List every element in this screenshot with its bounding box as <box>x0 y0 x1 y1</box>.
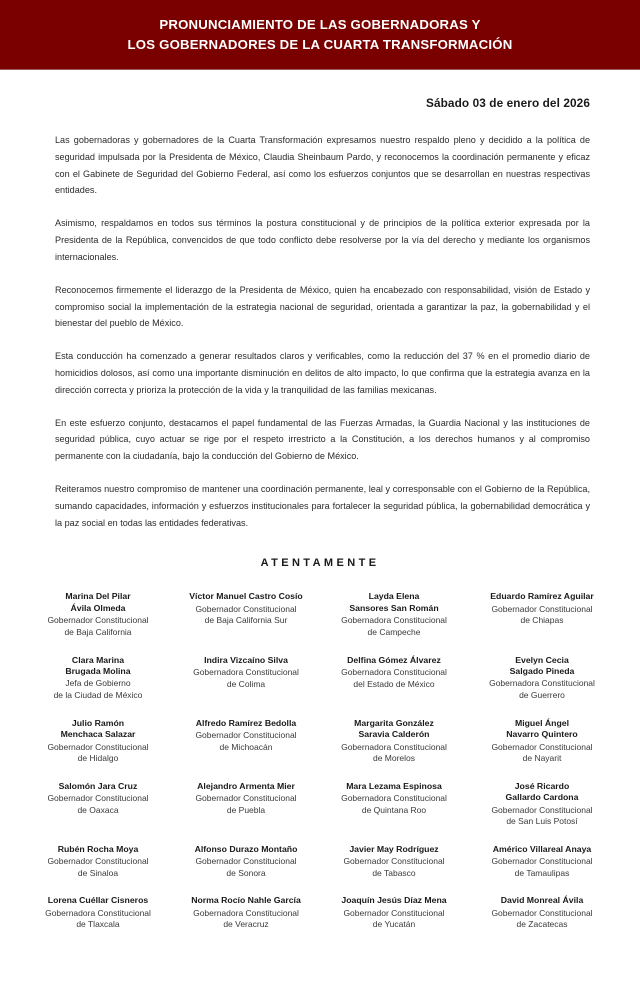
signatory-cell <box>322 844 466 880</box>
signatory-name: Marina Del Pilar Ávila Olmeda <box>65 591 131 613</box>
body-paragraph: Reiteramos nuestro compromiso de mantener una coordinación permanente, leal y corresponsable con el Gobierno de la República, sumando capacidades, información y esfuerzos institucionales para fortalecer la seguridad pública, la gobernabilidad democrática y la paz social en todas las entidades federativas. <box>55 484 590 528</box>
signatory-role: Gobernador Constitucional de Baja California Sur <box>195 603 297 626</box>
signatory-cell <box>26 591 170 638</box>
signatory-cell <box>26 844 170 880</box>
signatory-role: Gobernadora Constitucional de Veracruz <box>193 907 299 930</box>
signatory-cell <box>174 895 318 931</box>
page-title-line-2: LOS GOBERNADORES DE LA CUARTA TRANSFORMACIÓN <box>127 36 513 52</box>
body-paragraph: En este esfuerzo conjunto, destacamos el papel fundamental de las Fuerzas Armadas, la Guardia Nacional y las instituciones de seguridad pública, cuyo actuar se rige por el respeto irrestricto a la Constitución, a los derechos humanos y al compromiso permanente con la ciudadanía, bajo la conducción del Gobierno de México. <box>55 417 590 462</box>
document-date: Sábado 03 de enero del 2026 <box>426 96 590 110</box>
signatory-cell <box>174 718 318 765</box>
page-title <box>128 15 513 53</box>
signatory-name: Salomón Jara Cruz <box>58 780 138 791</box>
document-body <box>55 132 590 531</box>
signatory-cell <box>322 591 466 638</box>
body-paragraph: Reconocemos firmemente el liderazgo de la Presidenta de México, quien ha encabezado con responsabilidad, visión de Estado y compromiso social la implementación de la estrategia nacional de seguridad, orientada a garantizar la paz, la gobernabilidad y el bienestar del pueblo de México. <box>55 284 590 329</box>
signatory-cell <box>470 591 614 638</box>
signatory-role: Gobernadora Constitucional de Colima <box>193 666 299 689</box>
signatory-name: Américo Villareal Anaya <box>492 843 592 854</box>
signatory-role: Gobernador Constitucional de Sonora <box>195 856 297 878</box>
body-paragraph: Esta conducción ha comenzado a generar resultados claros y verificables, como la reducción del 37 % en el promedio diario de homicidios dolosos, así como una importante disminución en delitos de alto impacto, lo que confirma que la estrategia avanza en la dirección correcta y prioriza la protección de la vida y la tranquilidad de las familias mexicanas. <box>55 351 590 395</box>
signatory-cell <box>470 844 614 880</box>
signatory-name: Rubén Rocha Moya <box>57 843 139 854</box>
signatory-name: Layda Elena Sansores San Román <box>349 591 439 613</box>
signatory-name: Julio Ramón Menchaca Salazar <box>60 717 136 740</box>
signatory-cell <box>470 895 614 931</box>
signatory-role: Gobernador Constitucional de Chiapas <box>491 603 593 626</box>
signatory-role: Gobernador Constitucional de Yucatán <box>343 907 445 930</box>
signatory-name: Joaquín Jesús Díaz Mena <box>341 895 447 906</box>
signatories-grid <box>26 591 614 930</box>
signatory-cell <box>26 655 170 702</box>
signatory-cell <box>322 781 466 828</box>
signatory-name: Margarita González Saravia Calderón <box>354 717 434 740</box>
signatory-role: Gobernador Constitucional de Tabasco <box>343 856 445 878</box>
signatory-cell <box>322 655 466 702</box>
signatory-cell <box>174 655 318 702</box>
signatory-role: Gobernador Constitucional de Michoacán <box>195 730 297 752</box>
signatory-role: Gobernador Constitucional de Nayarit <box>491 741 593 764</box>
signatory-cell <box>174 844 318 880</box>
signatory-name: Mara Lezama Espinosa <box>346 780 442 791</box>
signatory-name: José Ricardo Gallardo Cardona <box>505 780 579 803</box>
page-title-line-1: PRONUNCIAMIENTO DE LAS GOBERNADORAS Y <box>159 17 481 33</box>
signatory-name: Alejandro Armenta Mier <box>197 780 295 791</box>
signatory-name: Norma Rocío Nahle García <box>191 895 301 906</box>
signatory-name: Lorena Cuéllar Cisneros <box>47 895 149 906</box>
signatory-name: Clara Marina Brugada Molina <box>65 654 131 676</box>
signatory-cell <box>470 655 614 702</box>
signatory-role: Gobernador Constitucional de Oaxaca <box>47 793 149 815</box>
signatory-role: Gobernadora Constitucional del Estado de México <box>341 666 447 689</box>
signatory-cell <box>26 718 170 765</box>
body-paragraph: Las gobernadoras y gobernadores de la Cuarta Transformación expresamos nuestro respaldo pleno y decidido a la política de seguridad impulsada por la Presidenta de México, Claudia Sheinbaum Pardo, y reconocemos la coordinación permanente y eficaz con el Gabinete de Seguridad del Gobierno Federal, así como los esfuerzos conjuntos que se desarrollan en nuestras respectivas entidades. <box>55 135 590 196</box>
signatory-role: Gobernador Constitucional de Hidalgo <box>47 741 149 764</box>
signatory-role: Gobernador Constitucional de Baja California <box>47 615 149 637</box>
signatory-cell <box>470 718 614 765</box>
signatory-role: Jefa de Gobierno de la Ciudad de México <box>53 678 143 701</box>
closing-salutation: ATENTAMENTE <box>260 557 380 570</box>
signatory-cell <box>322 895 466 931</box>
signatory-name: Delfina Gómez Álvarez <box>347 654 441 665</box>
signatory-name: Miguel Ángel Navarro Quintero <box>506 717 578 740</box>
signatory-role: Gobernador Constitucional de Tamaulipas <box>491 856 593 878</box>
signatory-name: David Monreal Ávila <box>500 895 584 906</box>
signatory-name: Javier May Rodríguez <box>349 843 439 854</box>
signatory-role: Gobernadora Constitucional de Guerrero <box>489 678 595 701</box>
signatory-role: Gobernadora Constitucional de Quintana Roo <box>341 793 447 815</box>
signatory-name: Alfredo Ramírez Bedolla <box>195 717 297 728</box>
signatory-name: Alfonso Durazo Montaño <box>194 843 298 854</box>
signatory-name: Evelyn Cecia Salgado Pineda <box>509 654 575 676</box>
body-paragraph: Asimismo, respaldamos en todos sus términos la postura constitucional y de principios de la política exterior expresada por la Presidenta de la República, convencidos de que todo conflicto debe resolverse por la vía del derecho y mediante los organismos internacionales. <box>55 218 590 262</box>
signatory-name: Indira Vizcaíno Silva <box>204 654 288 665</box>
signatory-role: Gobernador Constitucional de Sinaloa <box>47 856 149 878</box>
date-row <box>50 94 590 112</box>
signatory-role: Gobernadora Constitucional de Campeche <box>341 615 447 637</box>
signatory-cell <box>174 591 318 638</box>
signatory-role: Gobernadora Constitucional de Morelos <box>341 741 447 764</box>
signatory-role: Gobernador Constitucional de Zacatecas <box>491 907 593 930</box>
signatory-cell <box>26 781 170 828</box>
signatory-role: Gobernadora Constitucional de Tlaxcala <box>45 907 151 930</box>
signatory-role: Gobernador Constitucional de Puebla <box>195 793 297 815</box>
signatory-name: Eduardo Ramírez Aguilar <box>490 591 594 602</box>
signatory-cell <box>26 895 170 931</box>
signatory-name: Víctor Manuel Castro Cosío <box>189 591 303 602</box>
document-header-band <box>0 0 640 70</box>
signatory-cell <box>470 781 614 828</box>
signatory-cell <box>174 781 318 828</box>
signatory-role: Gobernador Constitucional de San Luis Potosí <box>491 804 593 827</box>
signatory-cell <box>322 718 466 765</box>
